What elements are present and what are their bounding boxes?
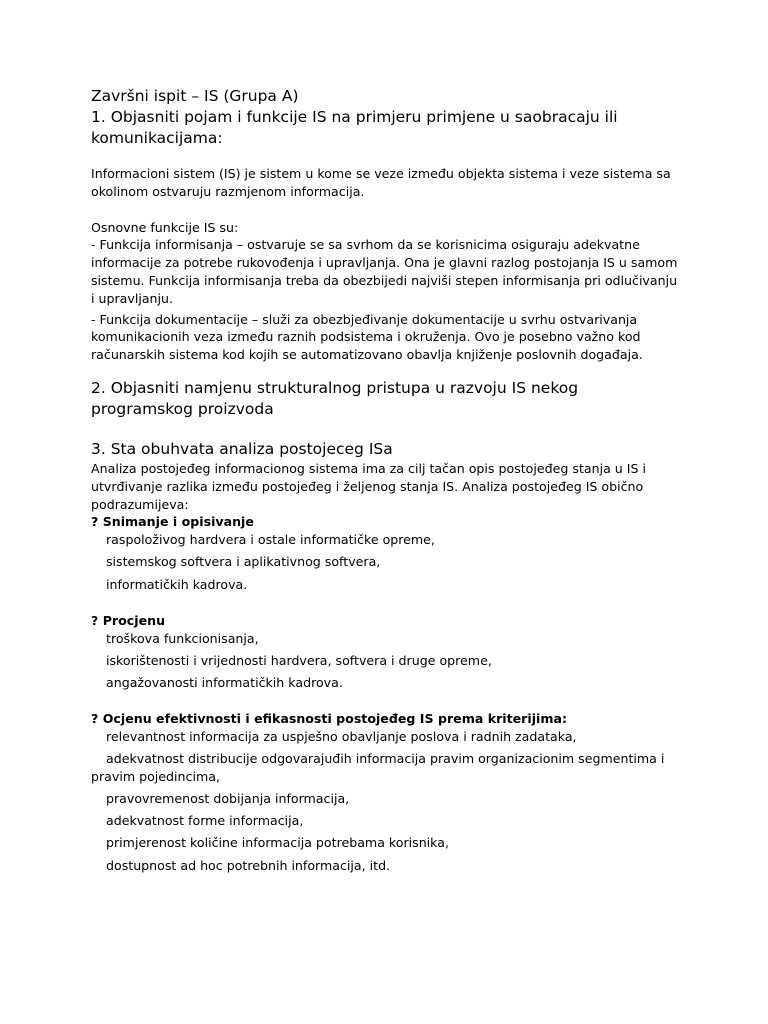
list-item — [91, 652, 678, 670]
list-item — [91, 674, 678, 692]
section-bullet-icon: ? — [91, 612, 99, 628]
question-1-heading: 1. Objasniti pojam i funkcije IS na primjeru primjene u saobracaju ili komunikacijama: — [91, 108, 618, 147]
list-item — [91, 576, 678, 594]
list-item — [91, 812, 678, 830]
section-bullet-icon: ? — [91, 514, 99, 530]
list-item-text: angažovanosti informatičkih kadrova. — [106, 674, 343, 690]
list-item-text: adekvatnost forme informacija, — [106, 813, 304, 829]
section-head-assessment — [91, 612, 678, 630]
list-item-text: pravovremenost dobijanja informacija, — [106, 791, 350, 807]
list-item-text: adekvatnost distribucije odgovarajuđih informacija pravim organizacionim segmentima i pravim pojedincima, — [91, 751, 665, 784]
list-item — [91, 553, 678, 571]
list-item — [91, 728, 678, 746]
section-head-label: Snimanje i opisivanje — [102, 514, 254, 530]
section-head-recording — [91, 513, 678, 531]
section-head-label: Ocjenu efektivnosti i efikasnosti postojeđeg IS prema kriterijima: — [102, 711, 567, 727]
question-2-heading: 2. Objasniti namjenu strukturalnog pristupa u razvoju IS nekog programskog proizvoda — [91, 378, 579, 418]
list-item-text: raspoloživog hardvera i ostale informatičke opreme, — [106, 532, 435, 548]
analysis-intro: Analiza postojeđeg informacionog sistema ima za cilj tačan opis postojeđeg stanja u IS i utvrđivanje razlika između postojeđeg i željenog stanja IS. Analiza postojeđeg IS obično podrazumijeva: — [91, 460, 646, 512]
list-item — [91, 531, 678, 549]
function-informing: - Funkcija informisanja – ostvaruje se sa svrhom da se korisnicima osiguraju adekvatne informacije za potrebe rukovođenja i upravljanja. Ona je glavni razlog postojanja IS u samom sistemu. Funkcija informisanja treba da obezbijedi najviši stepen informisanja pri odlučivanju i upravljanju. — [91, 237, 678, 306]
list-item-text: dostupnost ad hoc potrebnih informacija, itd. — [106, 857, 391, 873]
list-item — [91, 630, 678, 648]
section-head-label: Procjenu — [102, 612, 166, 628]
list-item — [91, 834, 678, 852]
question-3-heading: 3. Sta obuhvata analiza postojeceg ISa — [91, 439, 393, 458]
list-item — [91, 750, 678, 786]
list-item — [91, 790, 678, 808]
intro-paragraph: Informacioni sistem (IS) je sistem u kome se veze između objekta sistema i veze sistema sa okolinom ostvaruju razmjenom informacija. — [91, 166, 671, 199]
list-item — [91, 857, 678, 875]
list-item-text: sistemskog softvera i aplikativnog softvera, — [106, 554, 381, 570]
section-head-evaluation — [91, 710, 678, 728]
list-item-text: iskorištenosti i vrijednosti hardvera, softvera i druge opreme, — [106, 652, 492, 668]
list-item-text: troškova funkcionisanja, — [106, 630, 259, 646]
functions-heading: Osnovne funkcije IS su: — [91, 219, 239, 235]
list-item-text: primjerenost količine informacija potrebama korisnika, — [106, 835, 449, 851]
document-title: Završni ispit – IS (Grupa A) — [91, 87, 299, 105]
section-bullet-icon: ? — [91, 711, 99, 727]
function-documentation: - Funkcija dokumentacije – služi za obezbjeđivanje dokumentacije u svrhu ostvarivanja komunikacionih veza između raznih podsistema i okruženja. Ovo je posebno važno kod računarskih sistema kod kojih se automatizovano obavlja knjiženje poslovnih događaja. — [91, 311, 643, 363]
list-item-text: informatičkih kadrova. — [106, 576, 248, 592]
list-item-text: relevantnost informacija za uspješno obavljanje poslova i radnih zadataka, — [106, 728, 577, 744]
